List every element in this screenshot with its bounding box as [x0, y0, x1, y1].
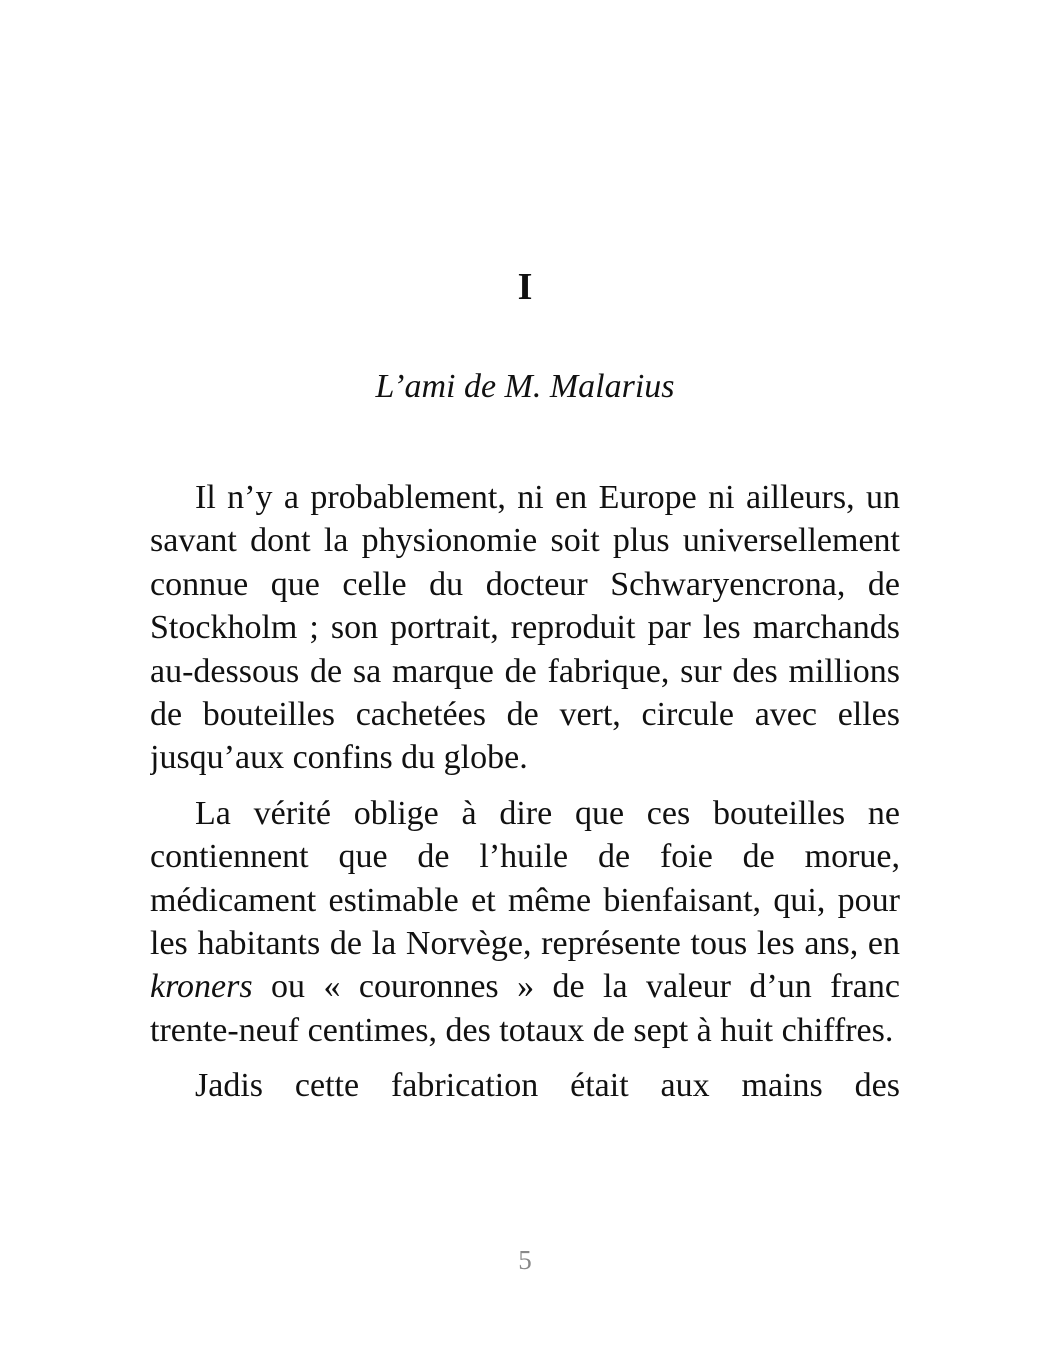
chapter-number: I: [517, 266, 533, 308]
paragraph-1: Il n’y a probablement, ni en Europe ni ailleurs, un savant dont la physionomie soit plus universellement connue que celle du docteur Schwaryencrona, de Stockholm ; son portrait, reproduit par les marchands au-dessous de sa marque de fabrique, sur des millions de bouteilles cachetées de vert, circule avec elles jusqu’aux confins du globe.: [150, 479, 900, 777]
paragraph-2: [150, 792, 900, 1052]
body-text: [150, 476, 900, 1196]
page-number: 5: [518, 1245, 532, 1275]
paragraph-2-text-start: La vérité oblige à dire que ces bouteilles ne contiennent que de l’huile de foie de morue, médicament estimable et même bienfaisant, qui, pour les habitants de la Norvège, représente tous les ans, en: [150, 794, 900, 963]
paragraph-2-italic-word: kroners: [150, 968, 253, 1006]
paragraph-3: Jadis cette fabrication était aux mains des: [195, 1067, 900, 1105]
chapter-title: L’ami de M. Malarius: [375, 368, 675, 405]
paragraph-2-text-end: ou « couronnes » de la valeur d’un franc trente-neuf centimes, des totaux de sept à huit chiffres.: [150, 968, 900, 1049]
